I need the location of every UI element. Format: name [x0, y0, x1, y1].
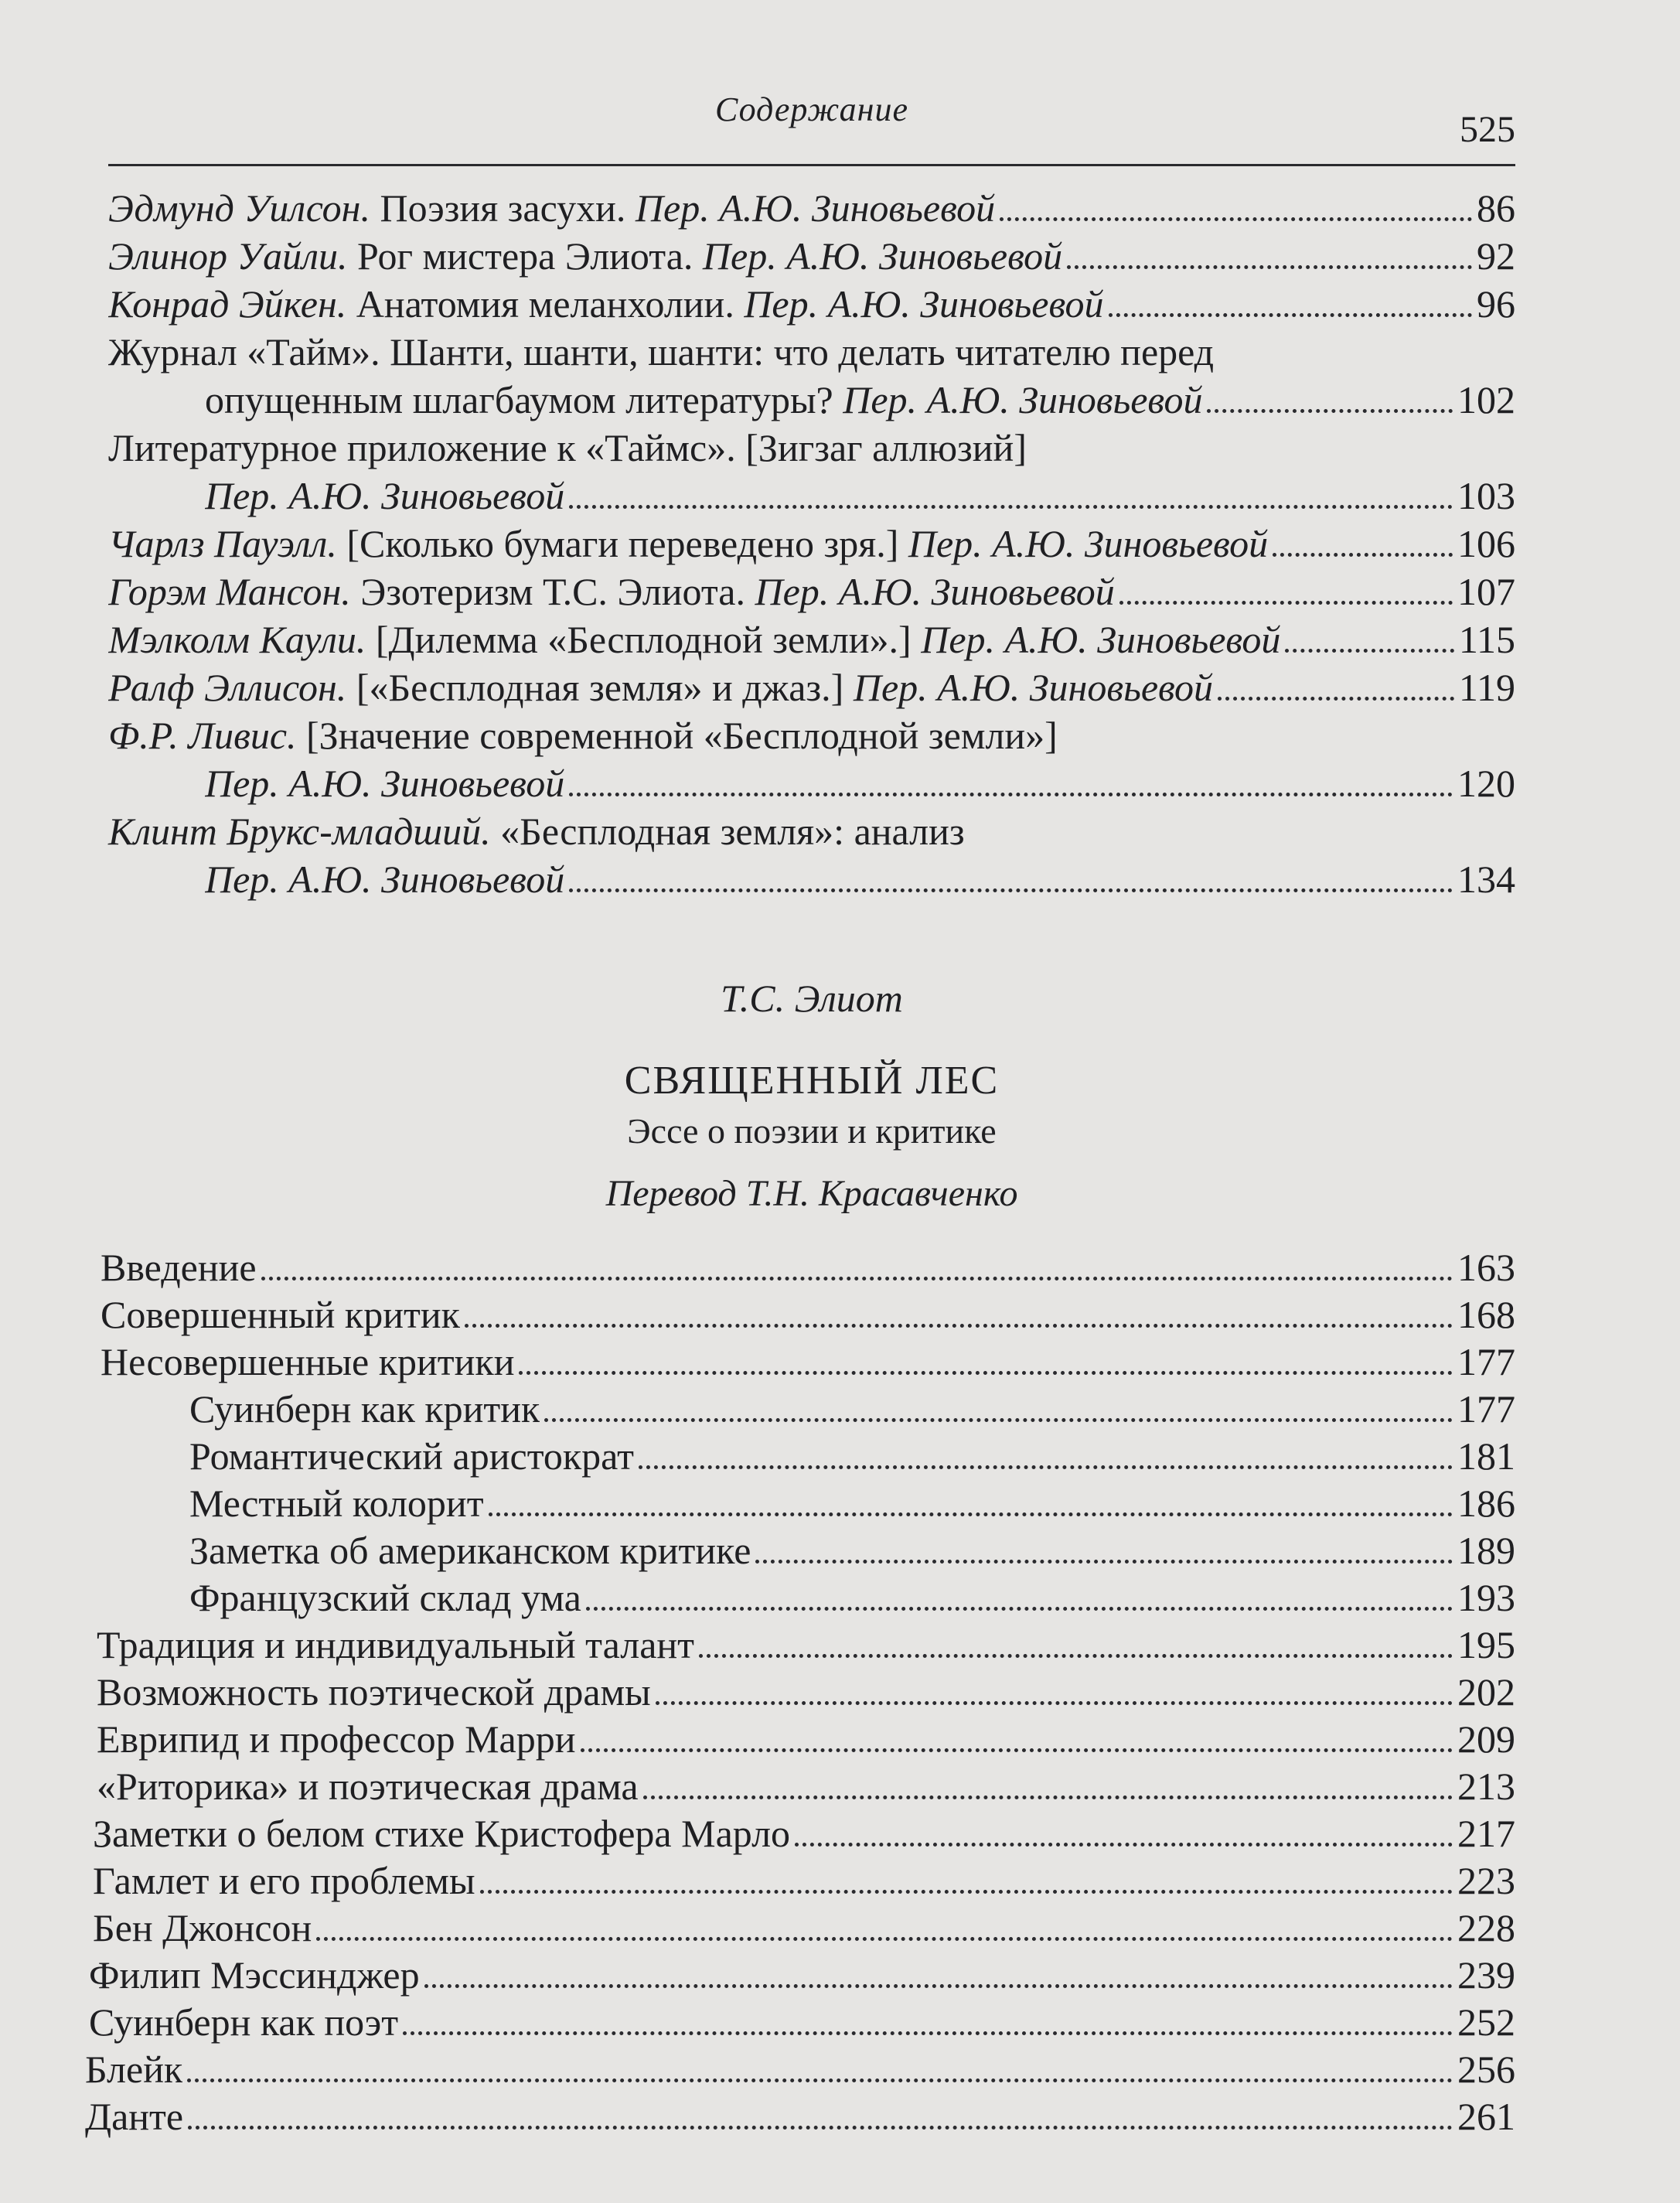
entry-translator: Пер. А.Ю. Зиновьевой — [205, 474, 565, 517]
toc-entry — [93, 1904, 1515, 1952]
toc-subentry — [189, 1432, 1515, 1480]
entry-author: Эдмунд Уилсон. — [108, 186, 370, 230]
entry-author: Чарлз Пауэлл. — [108, 522, 337, 565]
entry-page: 213 — [1457, 1765, 1515, 1808]
entry-title: Традиция и индивидуальный талант — [97, 1623, 694, 1666]
entry-page: 239 — [1457, 1953, 1515, 1997]
entry-page: 120 — [1457, 762, 1515, 805]
toc-entry-continuation — [205, 759, 1515, 807]
entry-author: Мэлколм Каули. — [108, 618, 366, 661]
toc-entry — [108, 568, 1515, 616]
toc-entry-continuation — [205, 376, 1515, 424]
entry-page: 256 — [1457, 2048, 1515, 2091]
entry-title: Анатомия меланхолии. — [356, 282, 734, 326]
entry-author: Ралф Эллисон. — [108, 666, 347, 709]
dot-leader — [1285, 649, 1453, 653]
dot-leader — [569, 505, 1453, 509]
entry-author: Элинор Уайли. — [108, 234, 348, 278]
toc-entry-continuation — [205, 472, 1515, 520]
entry-page: 163 — [1457, 1246, 1515, 1289]
dot-leader — [403, 2031, 1453, 2035]
dot-leader — [489, 1512, 1453, 1516]
entry-title: Данте — [85, 2095, 184, 2138]
toc-entry — [97, 1621, 1515, 1669]
entry-title: Эзотеризм Т.С. Элиота. — [360, 570, 745, 613]
toc-entry — [108, 280, 1515, 328]
entry-title: Литературное приложение к «Таймс». [Зигзаг аллюзий] — [108, 426, 1027, 469]
dot-leader — [1000, 217, 1472, 221]
page-number: 525 — [1460, 109, 1515, 150]
toc-entry — [85, 2045, 1515, 2093]
dot-leader — [699, 1654, 1453, 1658]
dot-leader — [187, 2079, 1453, 2082]
toc-entry — [108, 616, 1515, 663]
entry-author: Горэм Мансон. — [108, 570, 351, 613]
entry-title: Возможность поэтической драмы — [97, 1670, 651, 1714]
toc-entry — [101, 1243, 1515, 1291]
dot-leader — [1218, 697, 1454, 701]
dot-leader — [480, 1890, 1453, 1894]
entry-page: 209 — [1457, 1717, 1515, 1761]
toc-entry — [89, 1951, 1515, 1999]
toc-entry — [101, 1338, 1515, 1386]
entry-translator: Пер. А.Ю. Зиновьевой — [755, 570, 1115, 613]
dot-leader — [569, 793, 1453, 796]
entry-page: 228 — [1457, 1906, 1515, 1949]
entry-translator: Пер. А.Ю. Зиновьевой — [921, 618, 1281, 661]
toc-entry-continuation — [205, 855, 1515, 903]
dot-leader — [586, 1607, 1453, 1611]
entry-translator: Пер. А.Ю. Зиновьевой — [843, 378, 1203, 421]
entry-title: Романтический аристократ — [189, 1434, 634, 1478]
entry-translator: Пер. А.Ю. Зиновьевой — [635, 186, 996, 230]
entry-title: Поэзия засухи. — [380, 186, 626, 230]
header-rule — [108, 164, 1515, 166]
entry-page: 202 — [1457, 1670, 1515, 1714]
entry-page: 261 — [1457, 2095, 1515, 2138]
dot-leader — [1207, 409, 1453, 413]
entry-title: «Бесплодная земля»: анализ — [500, 810, 965, 853]
toc-entry-line — [108, 328, 1214, 376]
entry-title: опущенным шлагбаумом литературы? — [205, 378, 833, 421]
entry-title: Блейк — [85, 2048, 183, 2091]
entry-page: 119 — [1458, 666, 1515, 709]
entry-page: 106 — [1457, 522, 1515, 565]
toc-subentry — [189, 1385, 1515, 1433]
section-title: СВЯЩЕННЫЙ ЛЕС — [624, 1059, 1000, 1103]
dot-leader — [581, 1748, 1453, 1752]
dot-leader — [316, 1937, 1453, 1941]
dot-leader — [1067, 265, 1472, 269]
toc-entry-line — [108, 711, 1058, 759]
toc-entry — [108, 663, 1515, 711]
entry-page: 181 — [1457, 1434, 1515, 1478]
entry-page: 102 — [1457, 378, 1515, 421]
dot-leader — [569, 888, 1453, 892]
entry-author: Ф.Р. Ливис. — [108, 714, 297, 757]
entry-title: Журнал «Тайм». Шанти, шанти, шанти: что делать читателю перед — [108, 330, 1215, 373]
dot-leader — [465, 1324, 1453, 1328]
entry-title: Совершенный критик — [101, 1293, 460, 1336]
dot-leader — [188, 2126, 1453, 2130]
entry-title: Еврипид и профессор Марри — [97, 1717, 576, 1761]
entry-page: 96 — [1477, 282, 1515, 326]
dot-leader — [544, 1418, 1453, 1422]
section-translator: Перевод Т.Н. Красавченко — [605, 1173, 1018, 1214]
entry-translator: Пер. А.Ю. Зиновьевой — [744, 282, 1104, 326]
dot-leader — [424, 1984, 1453, 1988]
entry-page: 217 — [1457, 1812, 1515, 1855]
entry-title: Гамлет и его проблемы — [93, 1859, 475, 1902]
toc-entry — [108, 184, 1515, 232]
toc-subentry — [189, 1574, 1515, 1622]
entry-title: Несовершенные критики — [101, 1340, 515, 1383]
dot-leader — [1273, 553, 1453, 557]
dot-leader — [519, 1371, 1453, 1375]
entry-title: Суинберн как критик — [189, 1387, 540, 1431]
entry-page: 134 — [1457, 858, 1515, 901]
entry-title: [«Бесплодная земля» и джаз.] — [356, 666, 844, 709]
entry-translator: Пер. А.Ю. Зиновьевой — [205, 762, 565, 805]
toc-entry — [97, 1668, 1515, 1716]
entry-translator: Пер. А.Ю. Зиновьевой — [853, 666, 1214, 709]
dot-leader — [1109, 313, 1472, 317]
dot-leader — [656, 1701, 1453, 1705]
entry-page: 168 — [1457, 1293, 1515, 1336]
entry-page: 115 — [1458, 618, 1515, 661]
entry-page: 177 — [1457, 1340, 1515, 1383]
toc-entry — [97, 1762, 1515, 1810]
dot-leader — [795, 1843, 1453, 1847]
entry-translator: Пер. А.Ю. Зиновьевой — [205, 858, 565, 901]
dot-leader — [755, 1560, 1453, 1564]
toc-entry — [108, 520, 1515, 568]
entry-title: Рог мистера Элиота. — [356, 234, 693, 278]
entry-author: Клинт Брукс-младший. — [108, 810, 491, 853]
running-title: Содержание — [714, 90, 908, 128]
entry-title: Французский склад ума — [189, 1576, 581, 1619]
entry-page: 195 — [1457, 1623, 1515, 1666]
toc-entry — [93, 1857, 1515, 1905]
toc-entry — [97, 1715, 1515, 1763]
entry-translator: Пер. А.Ю. Зиновьевой — [702, 234, 1063, 278]
entry-page: 189 — [1457, 1529, 1515, 1572]
entry-page: 252 — [1457, 2000, 1515, 2044]
toc-subentry — [189, 1479, 1515, 1527]
entry-page: 177 — [1457, 1387, 1515, 1431]
entry-title: [Сколько бумаги переведено зря.] — [346, 522, 899, 565]
dot-leader — [1119, 601, 1453, 605]
entry-translator: Пер. А.Ю. Зиновьевой — [908, 522, 1269, 565]
entry-page: 223 — [1457, 1859, 1515, 1902]
entry-title: «Риторика» и поэтическая драма — [97, 1765, 639, 1808]
toc-entry — [108, 232, 1515, 280]
entry-page: 92 — [1477, 234, 1515, 278]
dot-leader — [261, 1277, 1453, 1281]
running-header — [108, 85, 1515, 150]
entry-title: [Дилемма «Бесплодной земли».] — [375, 618, 912, 661]
entry-page: 107 — [1457, 570, 1515, 613]
toc-entry — [93, 1809, 1515, 1857]
entry-page: 103 — [1457, 474, 1515, 517]
entry-page: 186 — [1457, 1482, 1515, 1525]
entry-page: 193 — [1457, 1576, 1515, 1619]
entry-page: 86 — [1477, 186, 1515, 230]
dot-leader — [639, 1465, 1453, 1469]
toc-subentry — [189, 1526, 1515, 1574]
entry-title: Введение — [101, 1246, 257, 1289]
section-subtitle: Эссе о поэзии и критике — [627, 1111, 997, 1151]
entry-title: Местный колорит — [189, 1482, 484, 1525]
entry-author: Конрад Эйкен. — [108, 282, 347, 326]
toc-entry — [85, 2092, 1515, 2140]
entry-title: Заметка об американском критике — [189, 1529, 751, 1572]
entry-title: Филип Мэссинджер — [89, 1953, 420, 1997]
toc-entry-line — [108, 807, 965, 855]
entry-title: Суинберн как поэт — [89, 2000, 399, 2044]
entry-title: Заметки о белом стихе Кристофера Марло — [93, 1812, 791, 1855]
toc-entry — [89, 1998, 1515, 2046]
section-author: Т.С. Элиот — [721, 977, 903, 1020]
dot-leader — [643, 1795, 1453, 1799]
toc-entry — [101, 1291, 1515, 1339]
entry-title: [Значение современной «Бесплодной земли»] — [306, 714, 1058, 757]
toc-entry-line — [108, 424, 1027, 472]
entry-title: Бен Джонсон — [93, 1906, 312, 1949]
